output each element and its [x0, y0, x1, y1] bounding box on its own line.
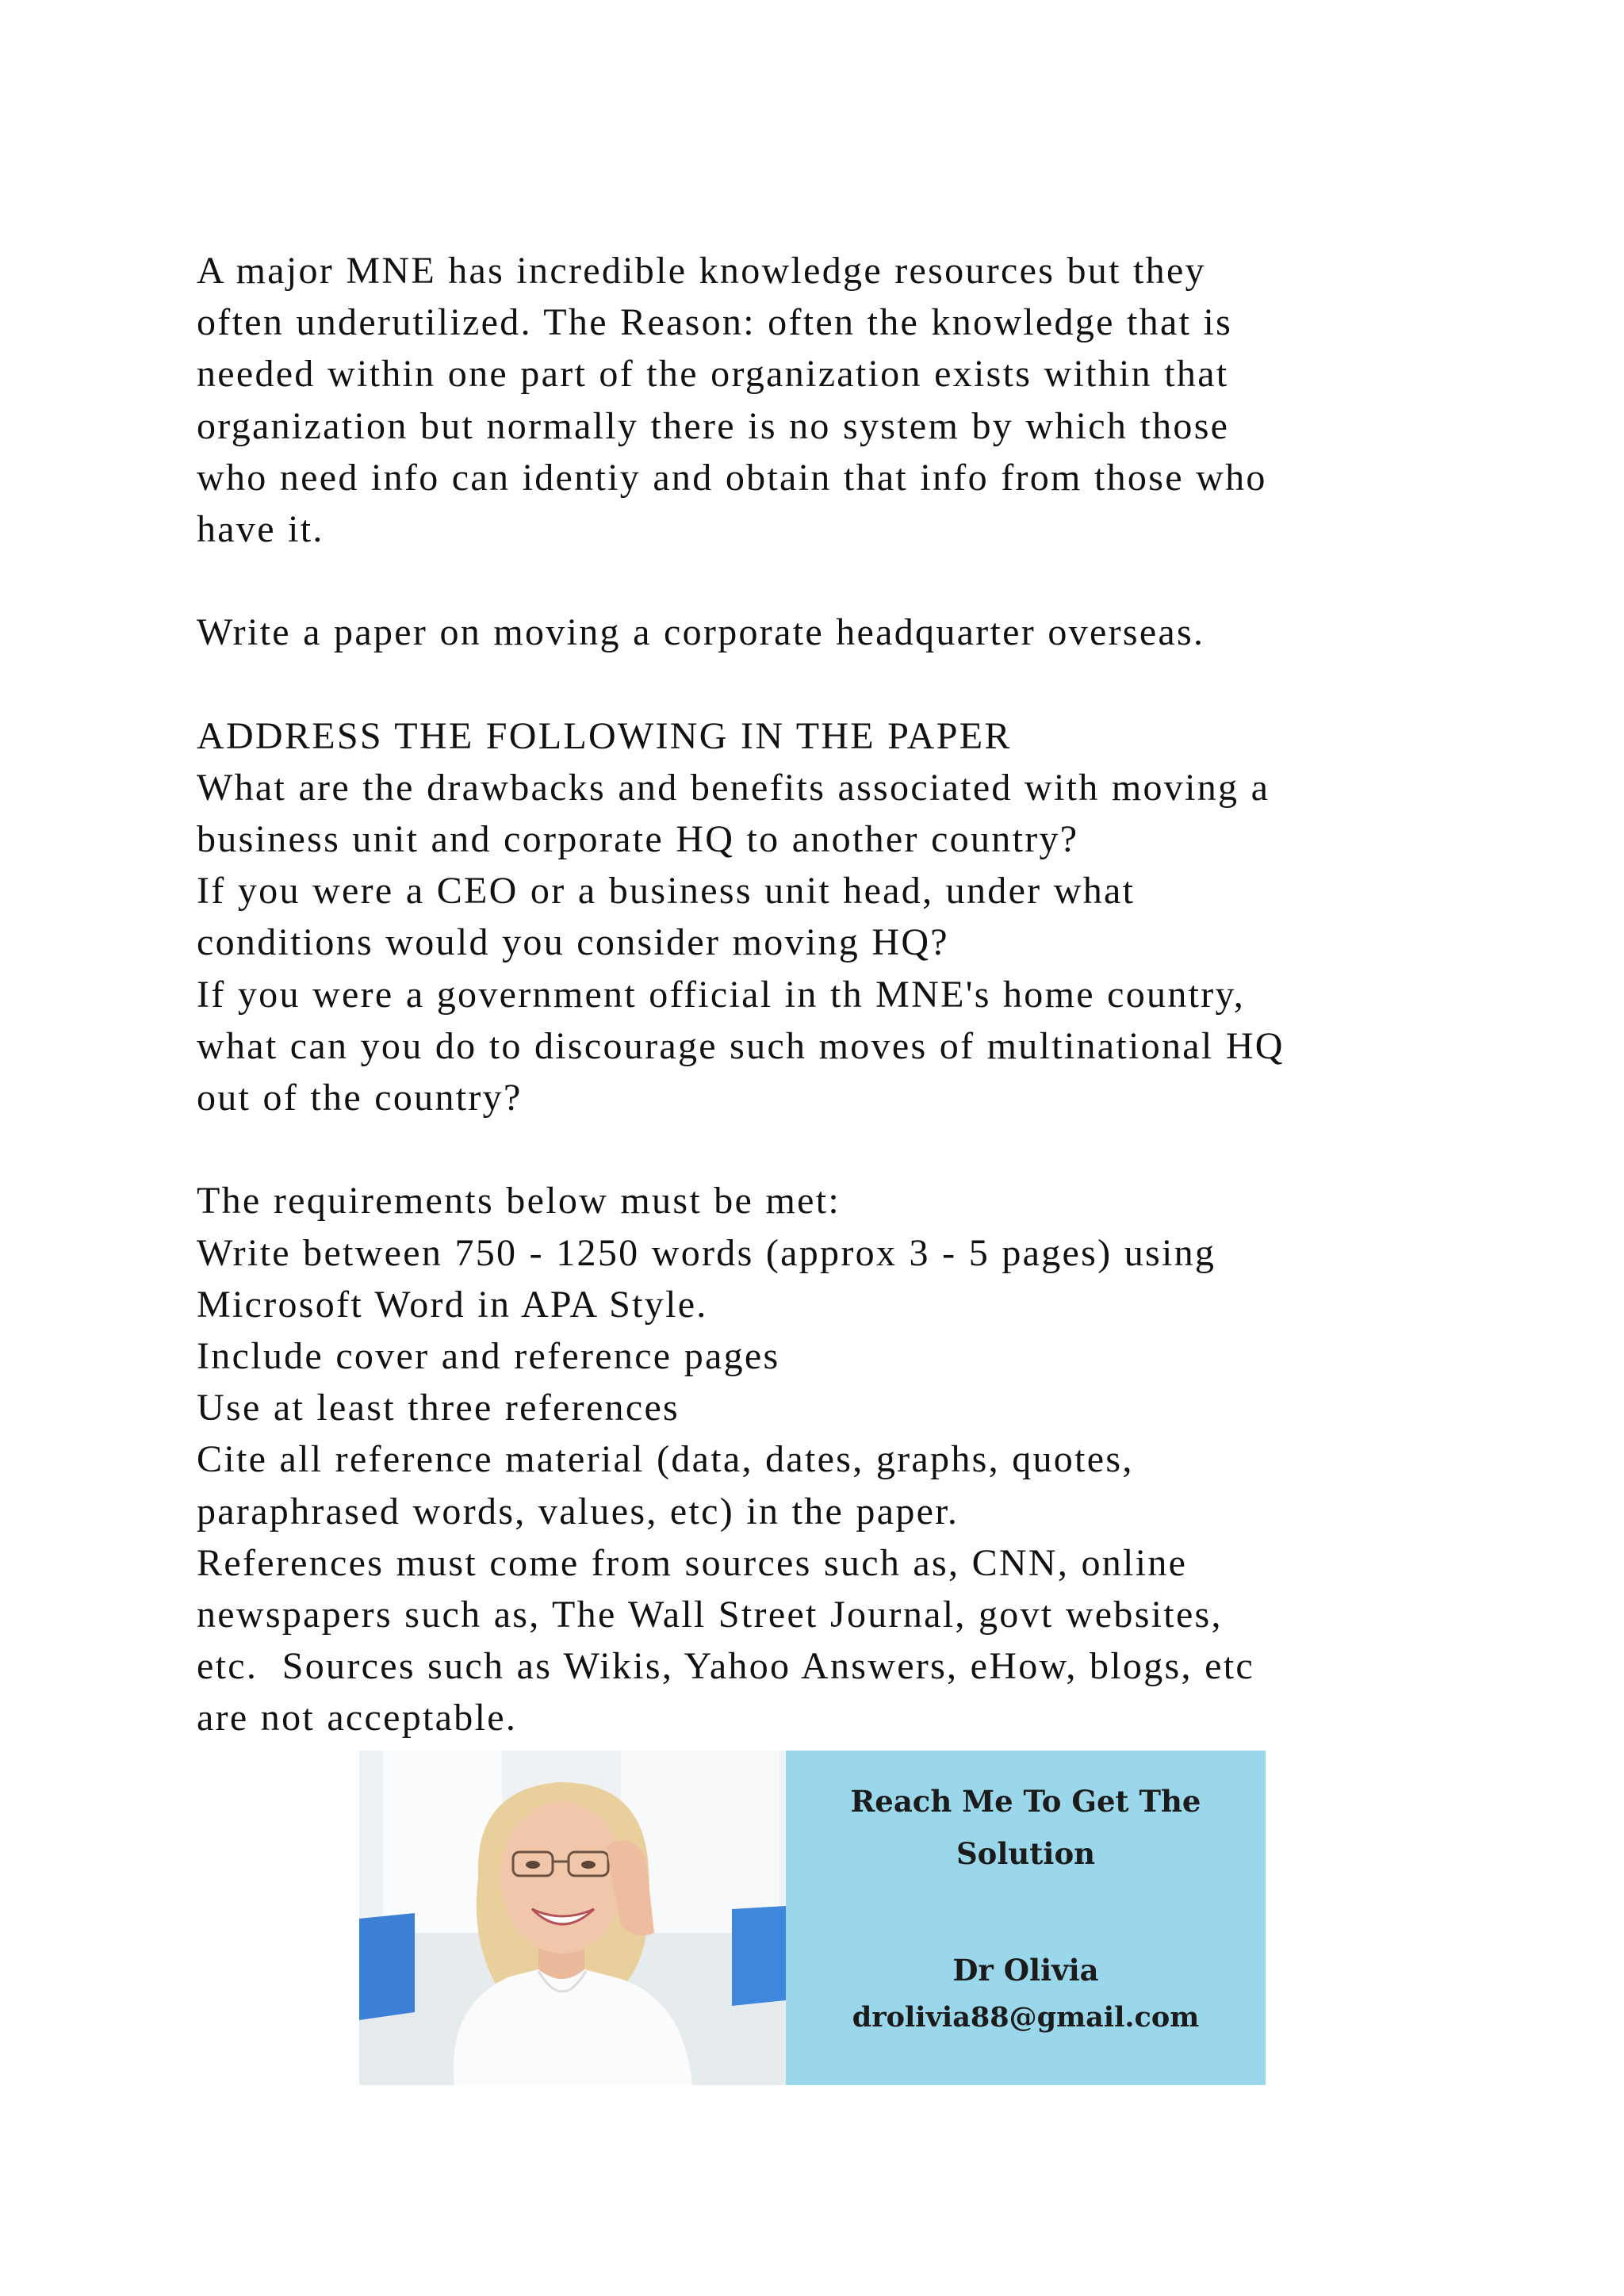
text-line: needed within one part of the organization exists within that: [197, 353, 1229, 396]
text-line: References must come from sources such as, CNN, online: [197, 1541, 1188, 1584]
text-line: Write a paper on moving a corporate headquarter overseas.: [197, 611, 1205, 654]
woman-photo: [359, 1751, 786, 2085]
paragraph-questions: [197, 710, 1434, 1124]
text-line: paraphrased words, values, etc) in the paper.: [197, 1490, 959, 1533]
text-line: who need info can identiy and obtain that info from those who: [197, 456, 1267, 499]
text-line: have it.: [197, 507, 324, 550]
promo-contact-email: drolivia88@gmail.com: [852, 2001, 1200, 2034]
promo-heading-line2: Solution: [956, 1836, 1096, 1871]
document-body: [197, 245, 1434, 1743]
text-line: If you were a government official in th MNE's home country,: [197, 973, 1246, 1016]
text-line: Include cover and reference pages: [197, 1334, 780, 1377]
paragraph-gap: [197, 659, 1434, 710]
text-line: organization but normally there is no system by which those: [197, 404, 1230, 447]
text-line: what can you do to discourage such moves of multinational HQ: [197, 1024, 1285, 1067]
promo-contact-name: Dr Olivia: [952, 1953, 1099, 1988]
text-line: business unit and corporate HQ to another country?: [197, 818, 1079, 861]
text-line: conditions would you consider moving HQ?: [197, 921, 949, 964]
paragraph-requirements: [197, 1175, 1434, 1743]
text-line: etc. Sources such as Wikis, Yahoo Answers, eHow, blogs, etc: [197, 1645, 1254, 1688]
paragraph-gap: [197, 555, 1434, 607]
text-line: out of the country?: [197, 1077, 523, 1119]
text-line: A major MNE has incredible knowledge resources but they: [197, 250, 1206, 292]
text-line: Cite all reference material (data, dates, graphs, quotes,: [197, 1438, 1134, 1481]
contact-panel: [786, 1751, 1266, 2085]
text-line: Microsoft Word in APA Style.: [197, 1283, 708, 1326]
promo-heading-line1: Reach Me To Get The: [850, 1784, 1201, 1819]
text-line: often underutilized. The Reason: often the knowledge that is: [197, 301, 1233, 344]
text-line: What are the drawbacks and benefits associated with moving a: [197, 766, 1270, 809]
text-line: Write between 750 - 1250 words (approx 3 - 5 pages) using: [197, 1231, 1216, 1274]
text-line: are not acceptable.: [197, 1697, 518, 1739]
text-line: Use at least three references: [197, 1387, 680, 1429]
text-line: newspapers such as, The Wall Street Journal, govt websites,: [197, 1593, 1223, 1636]
paragraph-gap: [197, 1123, 1434, 1175]
promo-banner: [359, 1751, 1266, 2085]
paragraph-intro: [197, 245, 1434, 555]
woman-photo-illustration: [359, 1751, 786, 2085]
text-line: If you were a CEO or a business unit head, under what: [197, 870, 1136, 913]
paragraph-assignment: [197, 607, 1434, 658]
text-line: The requirements below must be met:: [197, 1180, 841, 1223]
text-line: ADDRESS THE FOLLOWING IN THE PAPER: [197, 714, 1012, 757]
